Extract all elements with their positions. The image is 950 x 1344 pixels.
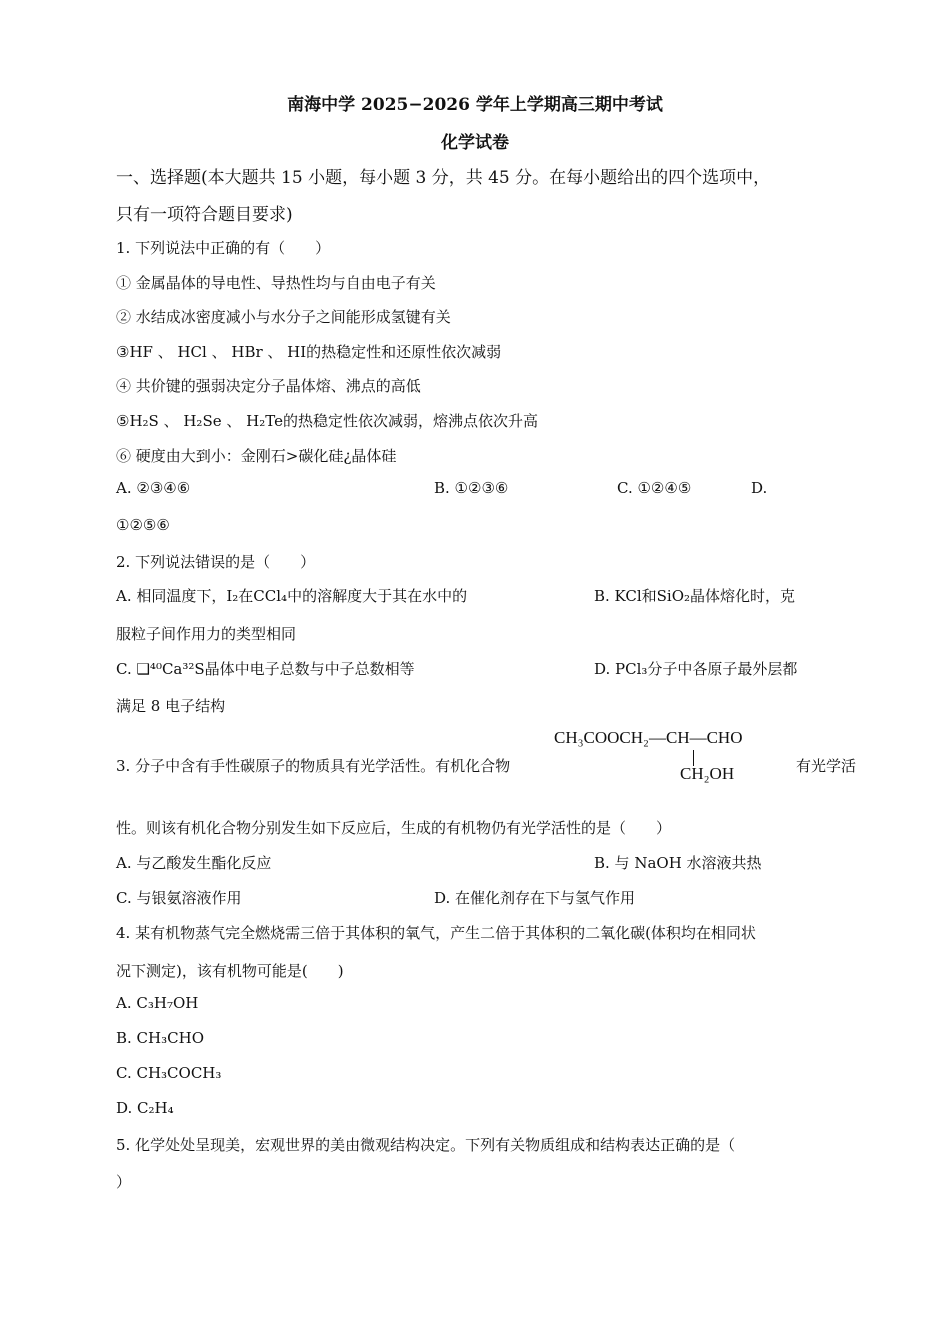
section-heading-line2: 只有一项符合题目要求)	[116, 205, 293, 225]
q2-option-d-cont: 满足 8 电子结构	[116, 697, 226, 715]
q1-option-b: B. ①②③⑥	[434, 479, 509, 497]
q3-structure-formula	[554, 724, 774, 786]
q2-option-b: B. KCl和SiO₂晶体熔化时，克	[594, 587, 796, 605]
q1-item-5: ⑤H₂S 、 H₂Se 、 H₂Te的热稳定性依次减弱，熔沸点依次升高	[116, 412, 538, 430]
q3-stem-end: 有光学活	[796, 757, 857, 775]
q4-option-a: A. C₃H₇OH	[116, 994, 199, 1012]
q1-option-c: C. ①②④⑤	[617, 479, 692, 497]
q3-stem-start: 3. 分子中含有手性碳原子的物质具有光学活性。有机化合物	[116, 757, 511, 775]
q5-stem-line1: 5. 化学处处呈现美，宏观世界的美由微观结构决定。下列有关物质组成和结构表达正确的是（	[116, 1136, 736, 1154]
q3-option-c: C. 与银氨溶液作用	[116, 889, 242, 907]
q1-item-4: ④ 共价键的强弱决定分子晶体熔、沸点的高低	[116, 377, 421, 395]
q5-stem-line2: ）	[116, 1173, 132, 1191]
q1-item-1: ① 金属晶体的导电性、导热性均与自由电子有关	[116, 274, 436, 292]
q1-option-d: D.	[751, 479, 768, 497]
q3-stem-cont: 性。则该有机化合物分别发生如下反应后，生成的有机物仍有光学活性的是（ ）	[116, 819, 672, 837]
q4-option-d: D. C₂H₄	[116, 1099, 174, 1117]
q2-option-c: C. ❑⁴⁰Ca³²S晶体中电子总数与中子总数相等	[116, 660, 415, 678]
q4-option-b: B. CH₃CHO	[116, 1029, 204, 1047]
q2-option-b-cont: 服粒子间作用力的类型相同	[116, 625, 297, 643]
q2-stem: 2. 下列说法错误的是（ ）	[116, 553, 316, 571]
structure-branch: CH₂OH	[680, 764, 735, 783]
q4-stem-line2: 况下测定)，该有机物可能是( )	[116, 962, 344, 980]
q2-option-a: A. 相同温度下，I₂在CCl₄中的溶解度大于其在水中的	[116, 587, 468, 605]
q1-option-d-content: ①②⑤⑥	[116, 516, 170, 534]
exam-title: 南海中学 2025−2026 学年上学期高三期中考试	[287, 95, 663, 115]
q4-option-c: C. CH₃COCH₃	[116, 1064, 222, 1082]
q1-item-2: ② 水结成冰密度减小与水分子之间能形成氢键有关	[116, 308, 451, 326]
exam-subtitle: 化学试卷	[441, 133, 509, 153]
section-heading-line1: 一、选择题(本大题共 15 小题，每小题 3 分，共 45 分。在每小题给出的四个选项中，	[116, 168, 771, 188]
q4-stem-line1: 4. 某有机物蒸气完全燃烧需三倍于其体积的氧气，产生二倍于其体积的二氧化碳(体积均在相同状	[116, 924, 756, 942]
q1-option-a: A. ②③④⑥	[116, 479, 191, 497]
q2-option-d: D. PCl₃分子中各原子最外层都	[594, 660, 798, 678]
q1-item-6: ⑥ 硬度由大到小：金刚石>碳化硅¿晶体硅	[116, 447, 397, 465]
q1-item-3: ③HF 、 HCl 、 HBr 、 HI的热稳定性和还原性依次减弱	[116, 343, 502, 361]
structure-main-chain: CH₃COOCH₂—CH—CHO	[554, 728, 743, 747]
q1-stem: 1. 下列说法中正确的有（ ）	[116, 239, 331, 257]
q3-option-b: B. 与 NaOH 水溶液共热	[594, 854, 762, 872]
q3-option-a: A. 与乙酸发生酯化反应	[116, 854, 272, 872]
q3-option-d: D. 在催化剂存在下与氢气作用	[434, 889, 636, 907]
